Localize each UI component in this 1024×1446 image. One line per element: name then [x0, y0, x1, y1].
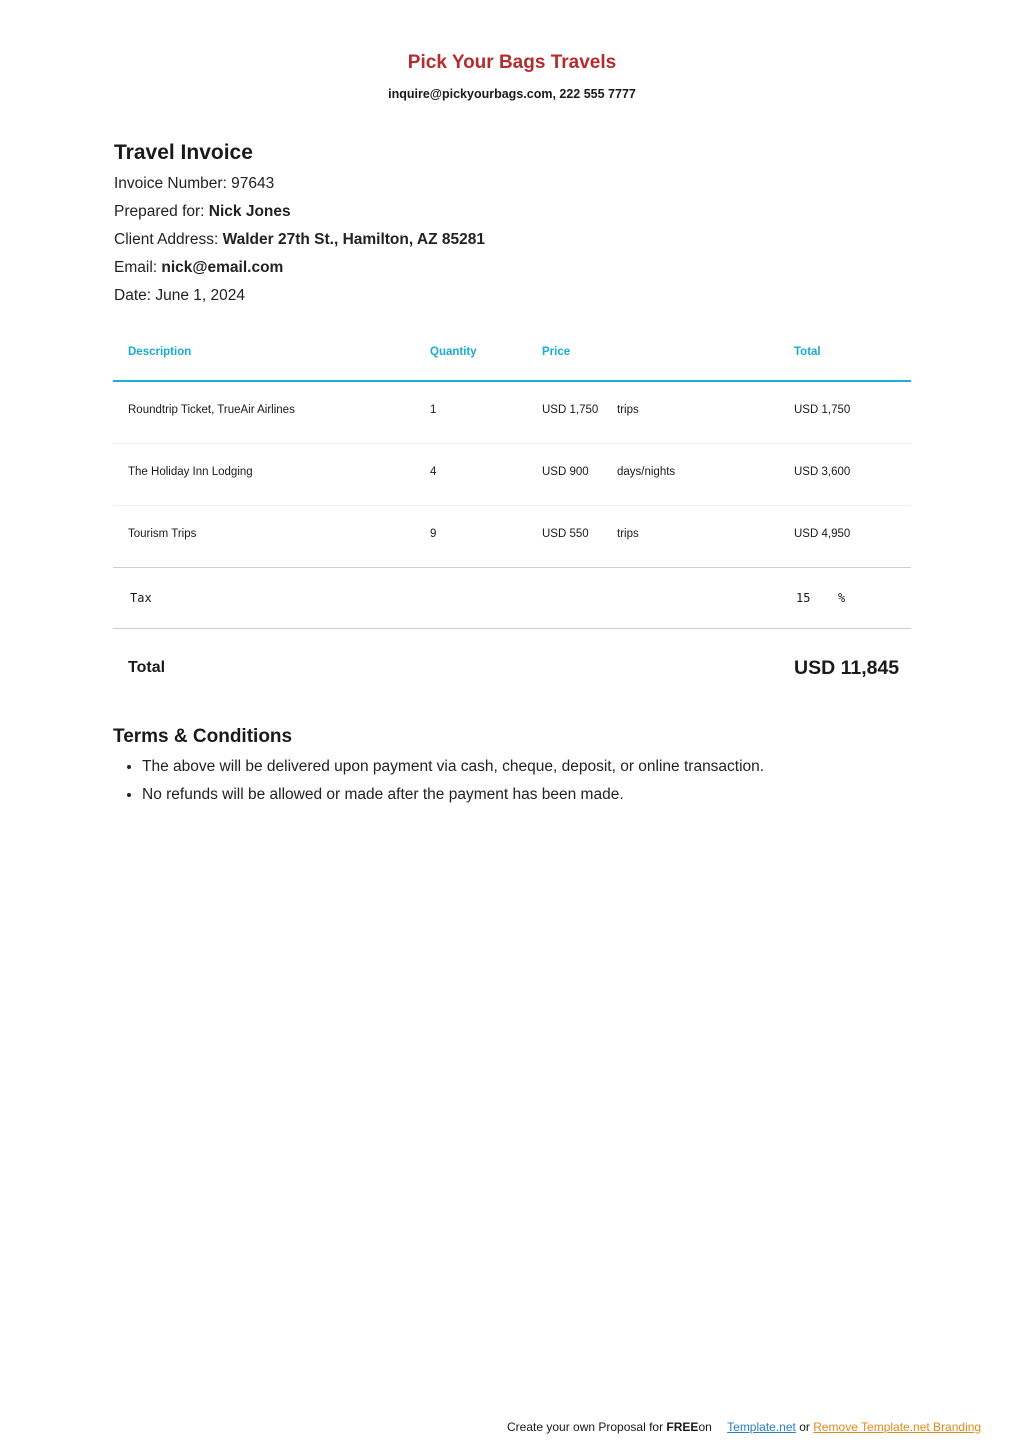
prepared-for-line [114, 203, 291, 221]
row-price: USD 550 [542, 528, 589, 540]
row-unit: trips [617, 404, 639, 416]
table-header [113, 330, 911, 382]
row-total: USD 3,600 [794, 466, 851, 478]
tax-row [113, 568, 911, 629]
footer-free: FREE [666, 1420, 699, 1434]
prepared-for-name: Nick Jones [208, 203, 291, 220]
table-row [113, 506, 911, 568]
date-line [114, 287, 245, 305]
header-total: Total [794, 346, 821, 358]
footer-prefix: Create your own Proposal for [507, 1420, 667, 1434]
row-quantity: 4 [430, 466, 437, 478]
tax-value: 15 [796, 591, 811, 605]
grand-total-label: Total [128, 659, 166, 676]
invoice-number: 97643 [231, 175, 275, 192]
invoice-title: Travel Invoice [114, 141, 253, 164]
client-address-line [114, 231, 485, 249]
row-price: USD 1,750 [542, 404, 599, 416]
row-description: The Holiday Inn Lodging [128, 466, 253, 478]
footer-branding [507, 1420, 981, 1434]
company-contact: inquire@pickyourbags.com, 222 555 7777 [388, 87, 636, 101]
email-line [114, 259, 283, 277]
row-price: USD 900 [542, 466, 589, 478]
header-quantity: Quantity [430, 346, 477, 358]
template-net-link[interactable]: Template.net [727, 1420, 796, 1434]
row-total: USD 4,950 [794, 528, 851, 540]
invoice-number-line [114, 175, 274, 193]
row-total: USD 1,750 [794, 404, 851, 416]
invoice-date: June 1, 2024 [155, 287, 246, 304]
terms-list [113, 757, 764, 813]
footer-on: on [698, 1420, 712, 1434]
row-quantity: 9 [430, 528, 437, 540]
table-row [113, 382, 911, 444]
header-description: Description [128, 346, 192, 358]
row-quantity: 1 [430, 404, 437, 416]
header-price: Price [542, 346, 571, 358]
row-unit: trips [617, 528, 639, 540]
table-row [113, 444, 911, 506]
terms-item: • The above will be delivered upon payment via cash, cheque, deposit, or online transaction. [142, 757, 764, 785]
date-label: Date: [114, 287, 152, 304]
grand-total-row [113, 629, 911, 709]
row-unit: days/nights [617, 466, 676, 478]
email-label: Email: [114, 259, 158, 276]
client-email: nick@email.com [161, 259, 284, 276]
row-description: Roundtrip Ticket, TrueAir Airlines [128, 404, 295, 416]
terms-item: • No refunds will be allowed or made after the payment has been made. [142, 785, 764, 813]
tax-unit: % [838, 591, 846, 605]
prepared-for-label: Prepared for: [114, 203, 205, 220]
invoice-number-label: Invoice Number: [114, 175, 227, 192]
row-description: Tourism Trips [128, 528, 197, 540]
client-address: Walder 27th St., Hamilton, AZ 85281 [222, 231, 485, 248]
client-address-label: Client Address: [114, 231, 219, 248]
invoice-table [113, 330, 911, 709]
grand-total-value: USD 11,845 [794, 657, 900, 679]
terms-title: Terms & Conditions [113, 726, 293, 747]
company-name: Pick Your Bags Travels [407, 52, 617, 73]
footer-or: or [799, 1420, 810, 1434]
tax-label: Tax [130, 591, 152, 605]
remove-branding-link[interactable]: Remove Template.net Branding [813, 1420, 982, 1434]
